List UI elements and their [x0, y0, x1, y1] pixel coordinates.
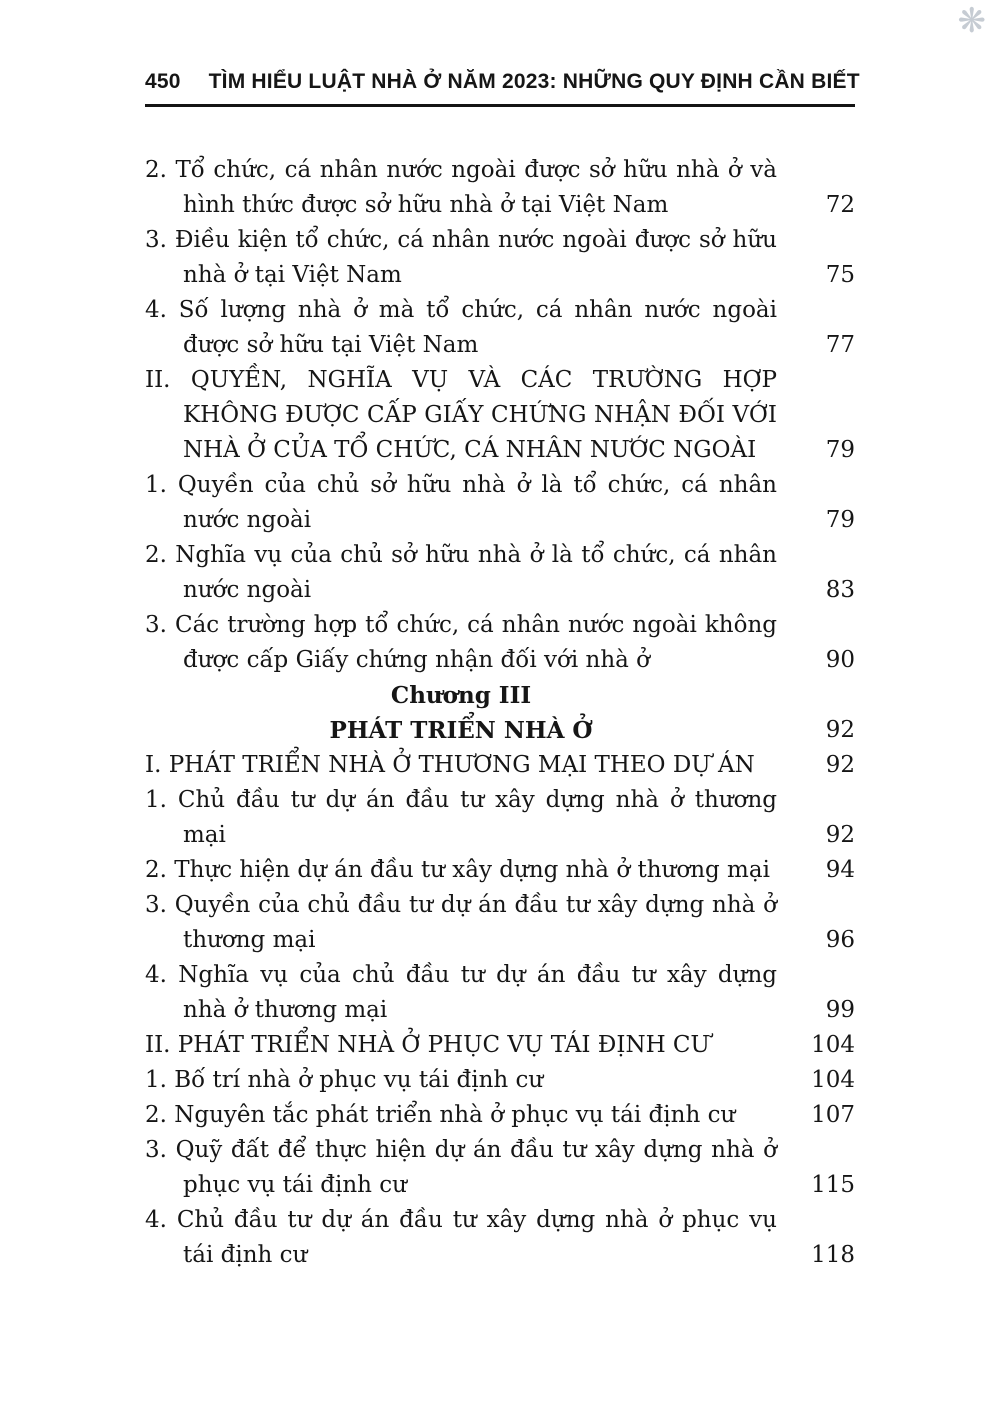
toc-entry-page: 104 [811, 1067, 855, 1093]
toc-entry [145, 468, 855, 538]
toc-entry-page: 99 [825, 997, 855, 1023]
toc-entry-page: 107 [811, 1102, 855, 1128]
toc-entry [145, 1028, 855, 1063]
toc-entry-page: 75 [825, 262, 855, 288]
toc-entry [145, 748, 855, 783]
toc-entry-page: 92 [825, 822, 855, 848]
chapter-label: Chương III [390, 682, 532, 709]
header-book-title: TÌM HIỂU LUẬT NHÀ Ở NĂM 2023: NHỮNG QUY ĐỊNH CẦN BIẾT [208, 70, 860, 93]
toc-entry-text: II. QUYỀN, NGHĨA VỤ VÀ CÁC TRƯỜNG HỢP KHÔNG ĐƯỢC CẤP GIẤY CHỨNG NHẬN ĐỐI VỚI NHÀ Ở CỦA TỔ CHỨC, CÁ NHÂN NƯỚC NGOÀI [145, 367, 777, 463]
toc-entry [145, 1203, 855, 1273]
toc-entry [145, 223, 855, 293]
toc-entry-text: I. PHÁT TRIỂN NHÀ Ở THƯƠNG MẠI THEO DỰ ÁN [145, 752, 755, 778]
toc-entry-text: 3. Điều kiện tổ chức, cá nhân nước ngoài được sở hữu nhà ở tại Việt Nam [145, 227, 777, 288]
toc-entry-page: 92 [825, 717, 855, 743]
toc-entry-chapter [145, 713, 855, 748]
toc-entry [145, 153, 855, 223]
toc-entry-page: 104 [811, 1032, 855, 1058]
toc-entry-page: 77 [825, 332, 855, 358]
toc-entry-page: 90 [825, 647, 855, 673]
toc-entry-text: 2. Thực hiện dự án đầu tư xây dựng nhà ở thương mại [145, 857, 770, 883]
toc-entry-page: 79 [825, 437, 855, 463]
toc-entry [145, 1063, 855, 1098]
toc-entry-page: 83 [825, 577, 855, 603]
toc-entry [145, 783, 855, 853]
toc-entry-text: 4. Chủ đầu tư dự án đầu tư xây dựng nhà ở phục vụ tái định cư [145, 1207, 777, 1268]
toc-entry-text: 3. Các trường hợp tổ chức, cá nhân nước ngoài không được cấp Giấy chứng nhận đối với nhà ở [145, 612, 777, 673]
toc-entry-text: 2. Tổ chức, cá nhân nước ngoài được sở hữu nhà ở và hình thức được sở hữu nhà ở tại Việt Nam [145, 157, 777, 218]
toc-entry-text: 1. Chủ đầu tư dự án đầu tư xây dựng nhà ở thương mại [145, 787, 777, 848]
toc-entry [145, 1133, 855, 1203]
chapter-title: PHÁT TRIỂN NHÀ Ở [329, 717, 593, 744]
toc-entry [145, 538, 855, 608]
toc-entry-text: 3. Quyền của chủ đầu tư dự án đầu tư xây dựng nhà ở thương mại [145, 892, 777, 953]
page-header [145, 70, 860, 107]
toc-entry-text: 1. Quyền của chủ sở hữu nhà ở là tổ chức, cá nhân nước ngoài [145, 472, 777, 533]
toc-entry-text: II. PHÁT TRIỂN NHÀ Ở PHỤC VỤ TÁI ĐỊNH CƯ [145, 1032, 710, 1058]
toc-entry-text: 4. Nghĩa vụ của chủ đầu tư dự án đầu tư xây dựng nhà ở thương mại [145, 962, 777, 1023]
toc-entry [145, 293, 855, 363]
toc-entry [145, 608, 855, 678]
toc-entry-text: 4. Số lượng nhà ở mà tổ chức, cá nhân nước ngoài được sở hữu tại Việt Nam [145, 297, 777, 358]
toc-entry-page: 92 [825, 752, 855, 778]
toc-entry [145, 1098, 855, 1133]
toc-entry-page: 96 [825, 927, 855, 953]
header-page-number: 450 [145, 70, 181, 93]
toc-entry-page: 118 [811, 1242, 855, 1268]
toc-entry-text: 2. Nguyên tắc phát triển nhà ở phục vụ tái định cư [145, 1102, 736, 1128]
toc-entry [145, 958, 855, 1028]
toc-entry [145, 888, 855, 958]
toc-entry-page: 72 [825, 192, 855, 218]
toc-list [145, 153, 855, 1273]
toc-entry-text: 2. Nghĩa vụ của chủ sở hữu nhà ở là tổ chức, cá nhân nước ngoài [145, 542, 777, 603]
toc-entry-page: 94 [825, 857, 855, 883]
toc-entry-text: 1. Bố trí nhà ở phục vụ tái định cư [145, 1067, 544, 1093]
flower-decoration-icon: ❋ [957, 1, 986, 41]
toc-entry-page: 79 [825, 507, 855, 533]
toc-entry [145, 363, 855, 468]
toc-entry-page: 115 [811, 1172, 855, 1198]
toc-entry-text: 3. Quỹ đất để thực hiện dự án đầu tư xây dựng nhà ở phục vụ tái định cư [145, 1137, 777, 1198]
toc-entry [145, 853, 855, 888]
